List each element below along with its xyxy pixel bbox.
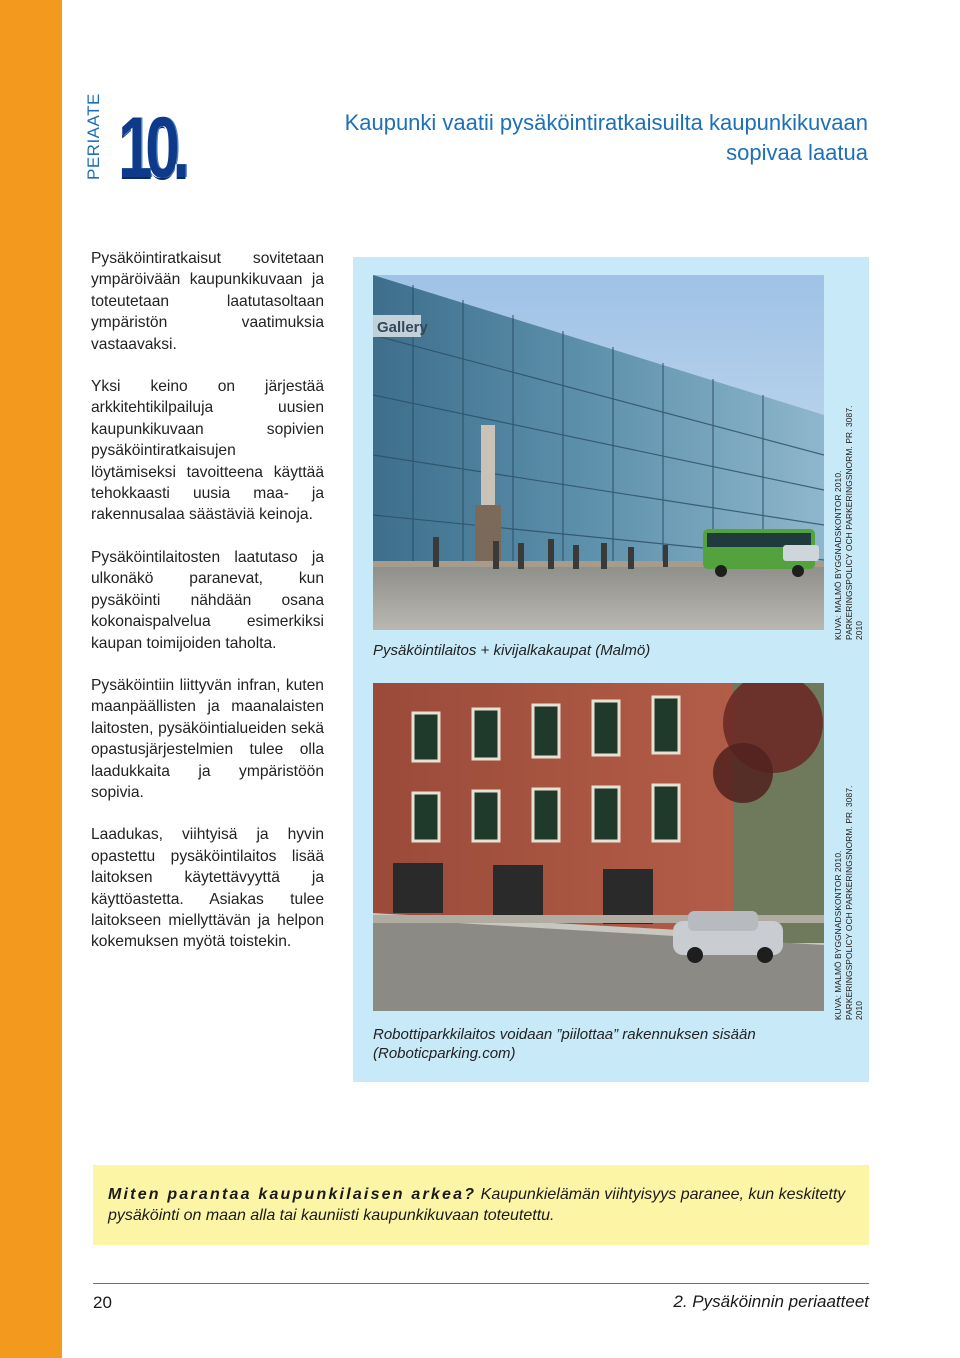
robotic-parking-photo	[373, 683, 824, 1011]
paragraph: Pysäköintilaitosten laatutaso ja ulkonäkö paranevat, kun pysäköinti nähdään osana kokonaispalvelua esimerkiksi kaupan toimijoiden taholta.	[91, 548, 324, 652]
callout-box	[93, 1165, 869, 1245]
caption-line: Robottiparkkilaitos voidaan ”piilottaa” rakennuksen sisään	[373, 1026, 756, 1043]
gallery-sign: Gallery	[377, 319, 428, 336]
footer-divider	[93, 1283, 869, 1284]
photo2-caption	[373, 1025, 813, 1063]
photo1-caption: Pysäköintilaitos + kivijalkakaupat (Malmö)	[373, 642, 651, 659]
paragraph: Pysäköintiin liittyvän infran, kuten maanpäällisten ja maanalaisten laitosten, pysäköintialueiden sekä opastusjärjestelmien tulee olla laadukkaita ja ympäristöön sopivia.	[91, 676, 324, 801]
credit-line: KUVA: MALMÖ BYGGNADSKONTOR 2010.	[833, 850, 843, 1020]
callout-answer: Kaupunkielämän viihtyisyys paranee, kun keskitetty pysäköinti on maan alla tai kauniisti kaupunkikuvaan toteutettu.	[108, 1186, 846, 1224]
parking-building-photo	[373, 275, 824, 630]
chapter-title: 2. Pysäköinnin periaatteet	[673, 1292, 869, 1311]
paragraph: Yksi keino on järjestää arkkitehtikilpailuja uusien kaupunkikuvaan sopivien pysäköintiratkaisujen löytämiseksi tavoitteena käyttää tehokkaasti uusia maa- ja rakennusalaa säästäviä keinoja.	[91, 378, 324, 524]
orange-side-bar	[0, 0, 62, 1358]
title-line-1: Kaupunki vaatii pysäköintiratkaisuilta kaupunkikuvaan	[344, 110, 868, 135]
photo1-credit	[833, 400, 864, 640]
callout-question: Miten parantaa kaupunkilaisen arkea?	[108, 1186, 477, 1203]
page-number: 20	[93, 1293, 112, 1312]
photo2-credit	[833, 780, 864, 1020]
principle-number: 10.	[118, 100, 183, 196]
credit-line: PARKERINGSPOLICY OCH PARKERINGSNORM. PR. 3087. 2010	[843, 405, 864, 640]
paragraph: Pysäköintiratkaisut sovitetaan ympäröivään kaupunkikuvaan ja toteutetaan laatutasoltaan ympäristön vaatimuksia vastaavaksi.	[91, 250, 324, 353]
title-line-2: sopivaa laatua	[726, 140, 868, 165]
credit-line: PARKERINGSPOLICY OCH PARKERINGSNORM. PR. 3087. 2010	[843, 785, 864, 1020]
paragraph: Laadukas, viihtyisä ja hyvin opastettu pysäköintilaitos lisää laitoksen käytettävyyttä ja käyttöastetta. Asiakas tulee laitokseen miellyttävän ja helpon kokemuksen myötä toistekin.	[91, 826, 324, 951]
callout-text	[108, 1184, 858, 1226]
principle-label: PERIAATE	[84, 93, 103, 180]
caption-line: (Roboticparking.com)	[373, 1045, 516, 1062]
body-text	[91, 248, 324, 974]
page-title	[228, 108, 868, 168]
credit-line: KUVA: MALMÖ BYGGNADSKONTOR 2010.	[833, 470, 843, 640]
